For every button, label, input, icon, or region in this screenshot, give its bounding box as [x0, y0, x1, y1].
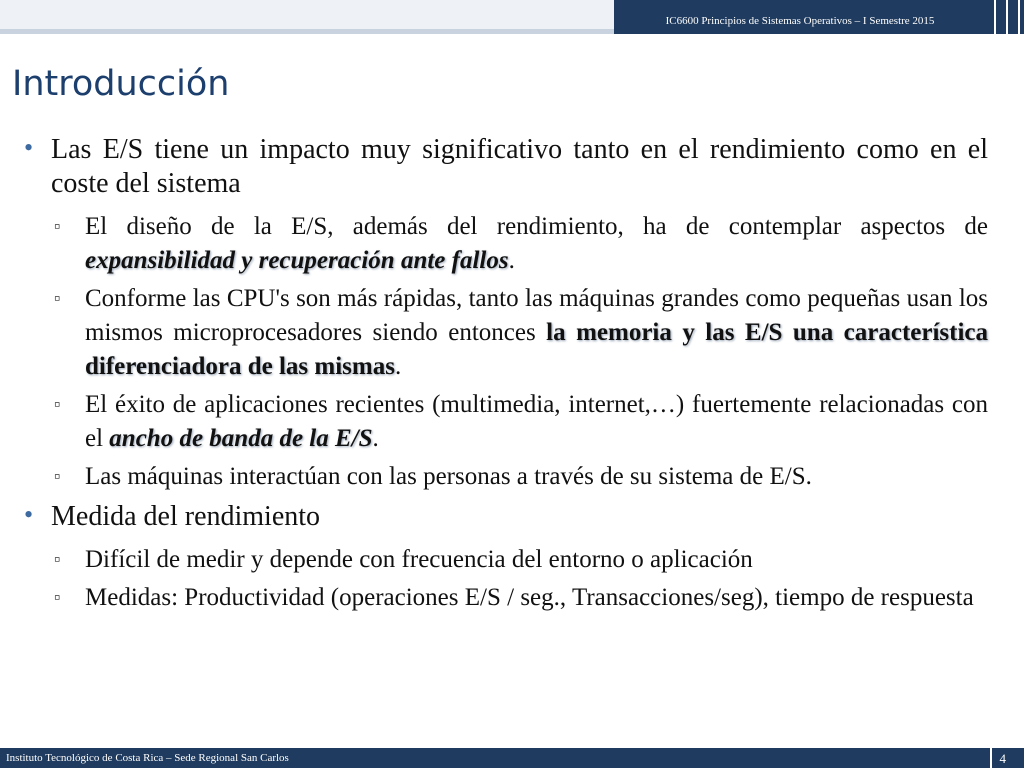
header-divider: [1018, 0, 1020, 34]
header-course-text: IC6600 Principios de Sistemas Operativos – I Semestre 2015: [665, 15, 935, 27]
header-divider: [994, 0, 996, 34]
sub-bullet-item: [51, 388, 988, 456]
page-number: 4: [999, 751, 1006, 766]
footer-bar: [0, 748, 1024, 768]
sub-bullet-item: [51, 543, 988, 577]
sub-bullet-item: [51, 210, 988, 278]
square-bullet-icon: ▫: [54, 466, 61, 486]
slide-content: [24, 133, 988, 619]
sub-bullet-text: Las máquinas interactúan con las personas a través de su sistema de E/S.: [85, 463, 812, 490]
header-divider: [1006, 0, 1008, 34]
sub-bullet-item: [51, 581, 988, 615]
sub-bullet-item: [51, 282, 988, 384]
footer-divider: [990, 748, 992, 768]
slide-title: Introducción: [12, 64, 230, 104]
sub-bullet-text: Difícil de medir y depende con frecuencia del entorno o aplicación: [85, 546, 753, 573]
emphasis-text: la memoria y las E/S una característica diferenciadora de las mismas: [85, 319, 988, 380]
bullet-item: [24, 133, 988, 201]
header-accent-line: [0, 29, 614, 34]
square-bullet-icon: ▫: [54, 216, 61, 236]
square-bullet-icon: ▫: [54, 394, 61, 414]
bullet-item: [24, 500, 988, 534]
bullet-dot-icon: •: [24, 133, 34, 162]
bullet-text: Las E/S tiene un impacto muy significativo tanto en el rendimiento como en el coste del sistema: [51, 134, 988, 199]
emphasis-text: expansibilidad y recuperación ante fallos: [85, 247, 509, 274]
sub-bullet-text: .: [372, 425, 379, 452]
sub-bullet-text: Medidas: Productividad (operaciones E/S / seg., Transacciones/seg), tiempo de respuesta: [85, 584, 974, 611]
sub-bullet-text: El éxito de aplicaciones recientes (multimedia, internet,…) fuertemente relacionadas con el: [85, 391, 988, 452]
emphasis-text: ancho de banda de la E/S: [109, 425, 373, 452]
square-bullet-icon: ▫: [54, 549, 61, 569]
sub-bullet-text: El diseño de la E/S, además del rendimiento, ha de contemplar aspectos de: [85, 213, 988, 240]
square-bullet-icon: ▫: [54, 587, 61, 607]
bullet-text: Medida del rendimiento: [51, 501, 321, 532]
square-bullet-icon: ▫: [54, 288, 61, 308]
sub-bullet-text: .: [394, 353, 402, 380]
sub-bullet-text: .: [508, 247, 515, 274]
bullet-dot-icon: •: [24, 500, 34, 529]
footer-institution-text: Instituto Tecnológico de Costa Rica – Sede Regional San Carlos: [6, 752, 289, 764]
sub-bullet-text: Conforme las CPU's son más rápidas, tanto las máquinas grandes como pequeñas usan los mismos microprocesadores siendo entonces: [85, 285, 988, 346]
header-light-band: [0, 0, 614, 34]
sub-bullet-item: [51, 460, 988, 494]
